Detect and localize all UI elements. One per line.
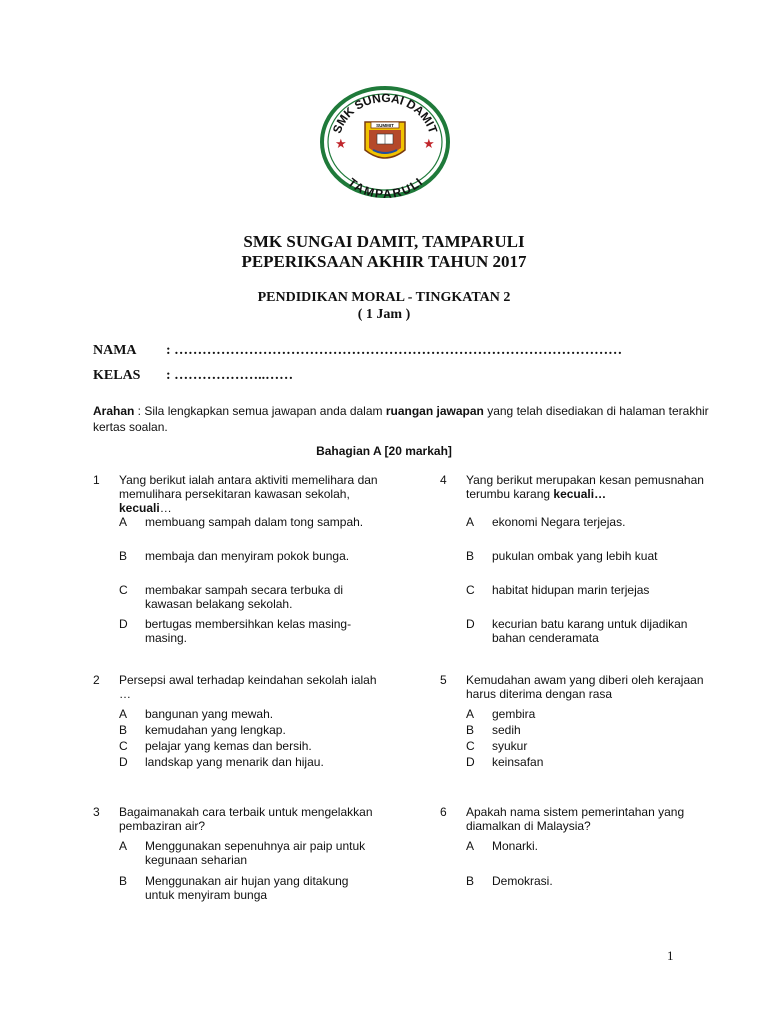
question-stem [119,473,389,515]
option-text: sedih [492,723,521,737]
question-number: 1 [93,473,100,487]
nama-label: NAMA [93,343,137,358]
option-letter: A [466,515,475,529]
option-text: gembira [492,707,536,721]
kelas-label: KELAS [93,368,141,383]
question-3 [93,805,393,835]
option-text: Monarki. [492,839,539,853]
question-number: 2 [93,673,100,687]
option-text: pelajar yang kemas dan bersih. [145,739,312,753]
question-2 [93,673,393,703]
option-text: habitat hidupan marin terjejas [492,583,650,597]
option-letter: B [119,549,128,563]
option-text: syukur [492,739,528,753]
option-text: ekonomi Negara terjejas. [492,515,626,529]
arahan-label: Arahan [93,404,135,418]
star-icon-right: ★ [423,137,435,152]
option-text: keinsafan [492,755,544,769]
arahan-text-1: : Sila lengkapkan semua jawapan anda dalam [134,404,386,418]
option-text: kecurian batu karang untuk dijadikan bahan cenderamata [492,617,688,645]
stem-bold: kecuali [119,501,160,515]
option-letter: B [466,723,475,737]
option-letter: A [466,707,475,721]
section-title: Bahagian A [20 markah] [316,444,452,458]
option-letter: A [466,839,475,853]
option-letter: B [119,723,128,737]
option-letter: D [466,755,475,769]
option-letter: D [119,755,128,769]
logo-top-text: SMK SUNGAI DAMIT [329,90,441,136]
school-logo [319,86,451,198]
option-text: bangunan yang mewah. [145,707,274,721]
question-stem: Bagaimanakah cara terbaik untuk mengelakkan pembaziran air? [119,805,373,833]
logo-bottom-text: TAMPARULI [345,175,426,198]
option-letter: D [119,617,128,631]
stem-bold: kecuali… [553,487,607,501]
question-1 [93,473,393,519]
nama-field [93,343,622,359]
exam-title: PEPERIKSAAN AKHIR TAHUN 2017 [241,252,527,271]
nama-value: : …………………………………………………………………………………… [166,343,623,358]
option-text: kemudahan yang lengkap. [145,723,286,737]
option-letter: C [119,583,128,597]
option-letter: B [466,549,475,563]
option-text: bertugas membersihkan kelas masing-masing. [145,617,352,645]
kelas-value: : ………………..…… [166,368,294,383]
option-text: pukulan ombak yang lebih kuat [492,549,658,563]
option-text: membaja dan menyiram pokok bunga. [145,549,350,563]
option-letter: B [119,874,128,888]
school-name: SMK SUNGAI DAMIT, TAMPARULI [243,232,525,251]
option-text: Menggunakan sepenuhnya air paip untuk kegunaan seharian [145,839,366,867]
option-text: landskap yang menarik dan hijau. [145,755,324,769]
question-number: 6 [440,805,447,819]
question-stem: Kemudahan awam yang diberi oleh kerajaan harus diterima dengan rasa [466,673,704,701]
option-text: Demokrasi. [492,874,553,888]
question-stem [466,473,736,501]
stem-text: Yang berikut merupakan kesan pemusnahan terumbu karang [466,473,704,501]
kelas-field [93,368,293,384]
stem-text: Yang berikut ialah antara aktiviti memelihara dan memulihara persekitaran kawasan sekolah, [119,473,378,501]
subject-title: PENDIDIKAN MORAL - TINGKATAN 2 [257,290,511,305]
option-letter: C [466,739,475,753]
question-4 [440,473,740,503]
exam-duration: ( 1 Jam ) [357,307,411,322]
option-text: membuang sampah dalam tong sampah. [145,515,364,529]
question-5 [440,673,740,703]
option-letter: D [466,617,475,631]
crest-icon [365,122,405,158]
logo-motto: SUMMIT [376,123,394,128]
option-letter: C [119,739,128,753]
option-letter: C [466,583,475,597]
option-letter: A [119,707,128,721]
option-text: membakar sampah secara terbuka di kawasan belakang sekolah. [145,583,344,611]
option-letter: A [119,515,128,529]
question-stem: Apakah nama sistem pemerintahan yang diamalkan di Malaysia? [466,805,685,833]
question-stem: Persepsi awal terhadap keindahan sekolah ialah … [119,673,377,701]
stem-end: … [159,501,172,515]
instructions [93,403,713,435]
page-number: 1 [667,948,674,963]
question-6 [440,805,740,835]
arahan-text-2: yang telah disediakan di halaman terakhir kertas soalan. [93,404,709,434]
arahan-bold: ruangan jawapan [385,404,484,418]
question-number: 3 [93,805,100,819]
option-letter: A [119,839,128,853]
question-number: 4 [440,473,447,487]
option-text: Menggunakan air hujan yang ditakung untuk menyiram bunga [145,874,349,902]
star-icon-left: ★ [335,137,347,152]
option-letter: B [466,874,475,888]
question-number: 5 [440,673,447,687]
